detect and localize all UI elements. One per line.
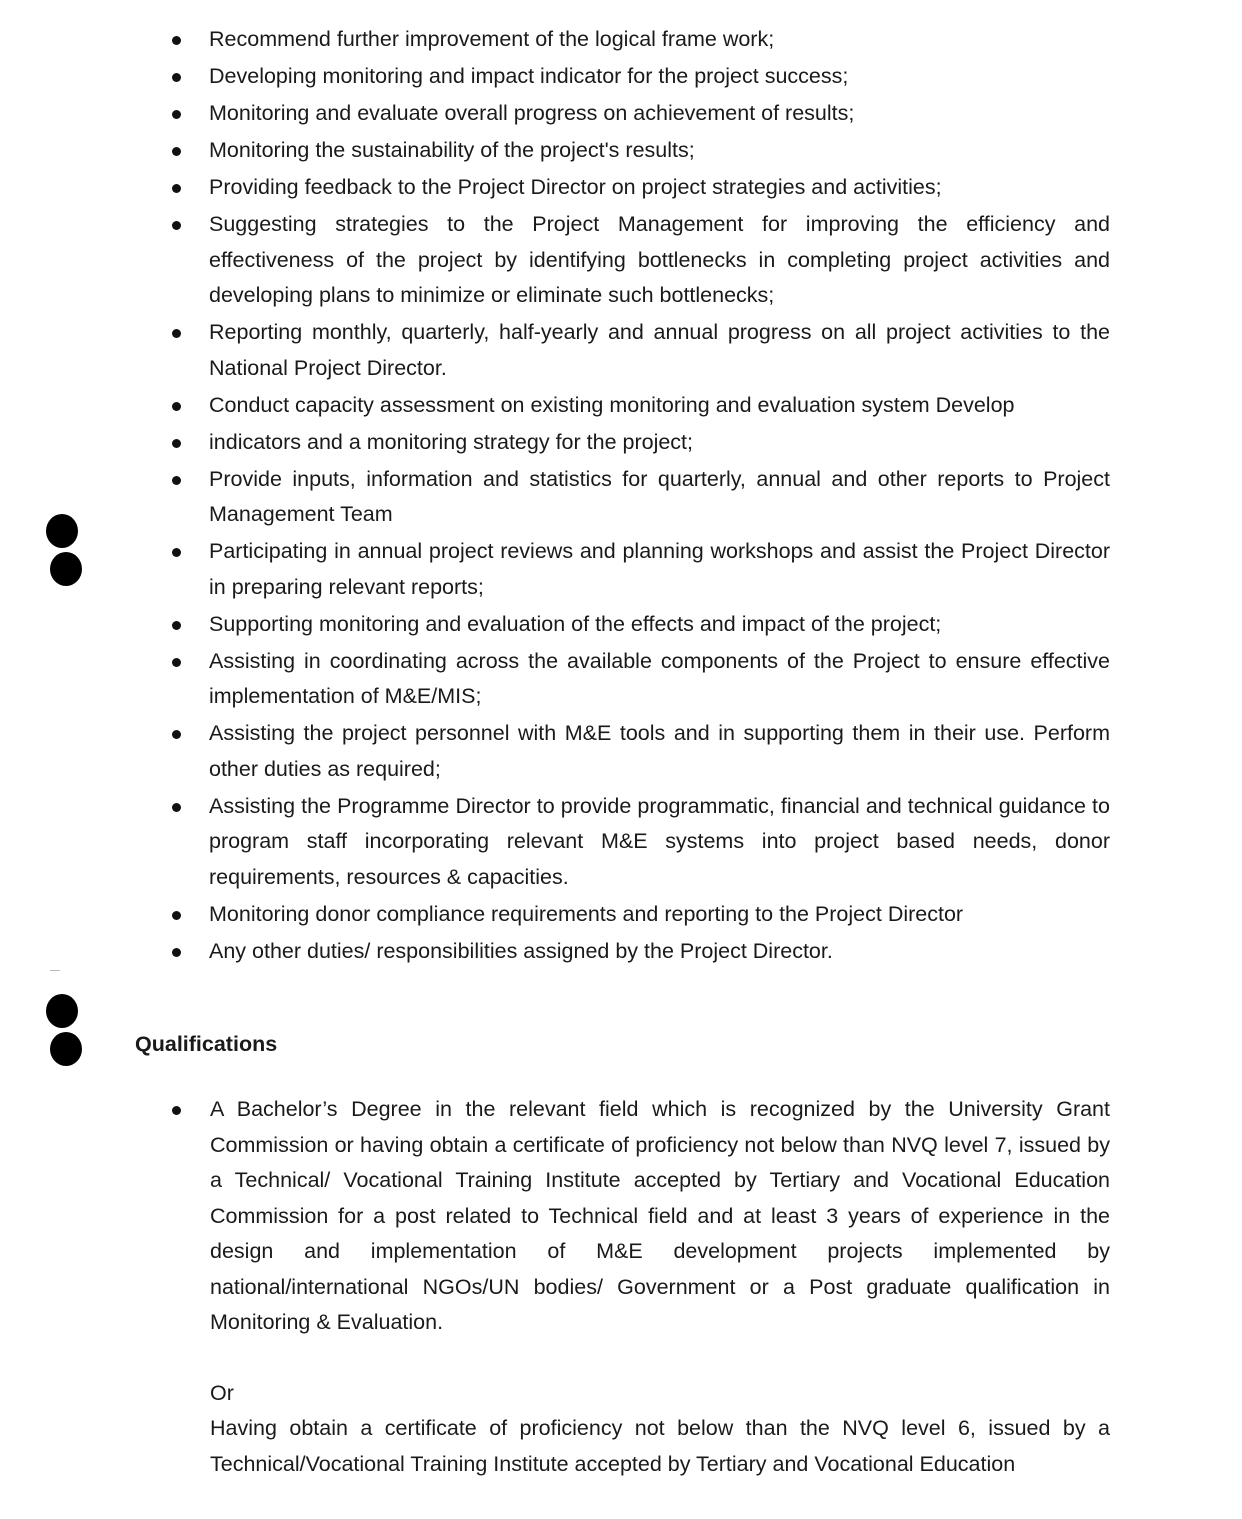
list-item-text: Reporting monthly, quarterly, half-yearly and annual progress on all project activities to the National Project Director.: [209, 320, 1110, 380]
qualification-main-text: A Bachelor’s Degree in the relevant field which is recognized by the University Grant Commission or having obtain a certificate of proficiency not below than NVQ level 7, issued by a Technical/ Vocational Training Institute accepted by Tertiary and Vocational Education Commission for a post related to Technical field and at least 3 years of experience in the design and implementation of M&E development projects implemented by national/international NGOs/UN bodies/ Government or a Post graduate qualification in Monitoring & Evaluation.: [210, 1097, 1110, 1334]
list-item: [168, 897, 1110, 933]
bullet-icon: [172, 184, 181, 193]
list-item-text: Suggesting strategies to the Project Management for improving the efficiency and effectiveness of the project by identifying bottlenecks in completing project activities and developing plans to minimize or eliminate such bottlenecks;: [209, 212, 1110, 307]
list-item-text: Providing feedback to the Project Director on project strategies and activities;: [209, 175, 942, 199]
list-item: [168, 133, 1110, 169]
list-item-text: Supporting monitoring and evaluation of the effects and impact of the project;: [209, 611, 942, 636]
bullet-icon: [172, 476, 181, 485]
list-item-text: Any other duties/ responsibilities assigned by the Project Director.: [209, 938, 833, 963]
qualification-or-text: Or: [210, 1380, 234, 1405]
bullet-icon: [172, 329, 181, 338]
qualifications-list: [168, 1092, 1110, 1482]
bullet-icon: [172, 621, 181, 630]
bullet-icon: [172, 221, 181, 230]
list-item-text: Conduct capacity assessment on existing monitoring and evaluation system Develop: [209, 392, 1015, 417]
list-item-text: Monitoring and evaluate overall progress on achievement of results;: [209, 101, 855, 125]
bullet-icon: [172, 1106, 181, 1115]
bullet-icon: [172, 803, 181, 812]
punch-hole-icon: [50, 1032, 82, 1066]
qualification-alternative-text: Having obtain a certificate of proficiency not below than the NVQ level 6, issued by a Technical/Vocational Training Institute accepted by Tertiary and Vocational Education: [210, 1416, 1110, 1476]
scan-mark: [50, 970, 60, 971]
bullet-icon: [172, 110, 181, 119]
binder-holes-lower: [44, 994, 84, 1066]
bullet-icon: [172, 730, 181, 739]
list-item: [168, 22, 1110, 58]
list-item-text: Developing monitoring and impact indicator for the project success;: [209, 64, 849, 88]
duties-list: [168, 22, 1110, 971]
list-item: [168, 607, 1110, 643]
list-item-text: indicators and a monitoring strategy for the project;: [209, 429, 694, 454]
list-item: [168, 315, 1110, 386]
list-item: [168, 59, 1110, 95]
binder-holes-upper: [44, 514, 84, 586]
bullet-icon: [172, 402, 181, 411]
list-item-text: Provide inputs, information and statistics for quarterly, annual and other reports to Project Management Team: [209, 466, 1110, 526]
list-item: [168, 207, 1110, 314]
list-item: [168, 170, 1110, 206]
punch-hole-icon: [46, 994, 78, 1028]
punch-hole-icon: [46, 514, 78, 548]
list-item: [168, 96, 1110, 132]
list-item: [168, 462, 1110, 533]
bullet-icon: [172, 658, 181, 667]
list-item: [168, 1092, 1110, 1482]
bullet-icon: [172, 548, 181, 557]
list-item-text: Monitoring the sustainability of the project's results;: [209, 138, 695, 162]
bullet-icon: [172, 911, 181, 920]
list-item-text: Assisting in coordinating across the available components of the Project to ensure effective implementation of M&E/MIS;: [209, 648, 1110, 708]
list-item: [168, 425, 1110, 461]
list-item-text: Recommend further improvement of the logical frame work;: [209, 27, 775, 51]
list-item-text: Monitoring donor compliance requirements and reporting to the Project Director: [209, 901, 964, 926]
bullet-icon: [172, 439, 181, 448]
list-item: [168, 388, 1110, 424]
list-item: [168, 534, 1110, 605]
bullet-icon: [172, 147, 181, 156]
bullet-icon: [172, 36, 181, 45]
bullet-icon: [172, 73, 181, 82]
list-item: [168, 716, 1110, 787]
list-item: [168, 934, 1110, 970]
list-item-text: Assisting the Programme Director to provide programmatic, financial and technical guidance to program staff incorporating relevant M&E systems into project based needs, donor requirements, resources & capacities.: [209, 793, 1110, 889]
punch-hole-icon: [50, 552, 82, 586]
section-heading-qualifications: Qualifications: [135, 1032, 278, 1056]
list-item-text: Participating in annual project reviews and planning workshops and assist the Project Director in preparing relevant reports;: [209, 539, 1110, 599]
bullet-icon: [172, 948, 181, 957]
list-item: [168, 644, 1110, 715]
list-item: [168, 789, 1110, 896]
list-item-text: Assisting the project personnel with M&E tools and in supporting them in their use. Perform other duties as required;: [209, 721, 1110, 781]
